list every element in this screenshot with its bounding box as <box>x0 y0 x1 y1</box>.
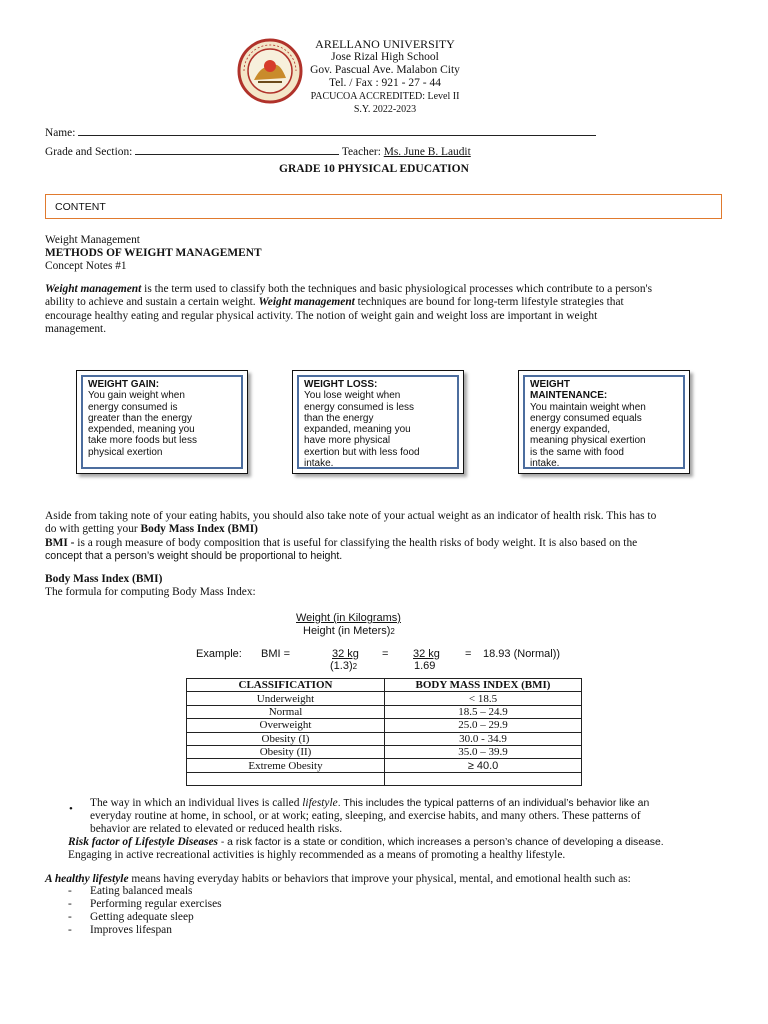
list-item: Performing regular exercises <box>90 898 222 910</box>
table-cell: < 18.5 <box>385 692 582 705</box>
term-weight-management: Weight management <box>258 296 355 309</box>
table-row <box>187 745 582 758</box>
bmi-classification-table <box>186 678 582 786</box>
header-classification: CLASSIFICATION <box>187 679 385 692</box>
table-cell: Normal <box>187 705 385 718</box>
name-row <box>45 125 596 139</box>
ex-den-text: (1.3) <box>330 660 353 672</box>
dash-marker: - <box>68 898 72 910</box>
school-name: Jose Rizal High School <box>331 51 439 63</box>
box-line: intake. <box>304 458 334 470</box>
example-denominator <box>330 660 357 672</box>
weight-maintenance-box <box>518 370 690 474</box>
box-line: is the same with food <box>530 446 624 458</box>
table-row <box>187 692 582 705</box>
para1-text: techniques are bound for long-term lifestyle strategies that <box>354 296 624 309</box>
section-heading: METHODS OF WEIGHT MANAGEMENT <box>45 246 262 259</box>
concept-notes: Concept Notes #1 <box>45 259 127 272</box>
box-line: meaning physical exertion <box>530 435 646 447</box>
list-item: Eating balanced meals <box>90 885 193 897</box>
box-line: energy expanded, <box>530 424 611 436</box>
para2-text: concept that a person’s weight should be proportional to height. <box>45 549 343 562</box>
bmi-term: Body Mass Index (BMI) <box>140 523 258 536</box>
para2-text: is a rough measure of body composition that is useful for classifying the health risks of body weight. It is also based on the <box>77 536 638 549</box>
weight-gain-box <box>76 370 248 474</box>
box-line: energy consumed is <box>88 401 178 413</box>
university-name: ARELLANO UNIVERSITY <box>315 37 455 51</box>
equals-sign: = <box>382 648 389 660</box>
formula-intro: The formula for computing Body Mass Index: <box>45 586 256 598</box>
box-title: WEIGHT <box>530 379 570 390</box>
table-cell: Underweight <box>187 692 385 705</box>
box-line: expended, meaning you <box>88 424 195 436</box>
bmi-heading: Body Mass Index (BMI) <box>45 573 163 585</box>
bmi-equals: BMI = <box>261 648 291 660</box>
recreation-line: Engaging in active recreational activities is highly recommended as a means of promoting a healthy lifestyle. <box>68 849 566 861</box>
teacher-label: Teacher: <box>341 146 381 158</box>
table-header-row <box>187 679 582 692</box>
box-line: energy consumed is less <box>304 401 415 413</box>
equals-sign: = <box>465 648 472 660</box>
box-line: take more foods but less <box>88 435 197 447</box>
risk-factor-line <box>68 836 664 848</box>
para2-text: Aside from taking note of your eating habits, you should also take note of your actual weight as an indicator of health risk. This has to <box>45 510 657 522</box>
para1-text: management. <box>45 322 107 335</box>
weight-loss-box <box>292 370 464 474</box>
example-label: Example: <box>196 648 242 660</box>
school-header <box>290 38 480 116</box>
accreditation: PACUCOA ACCREDITED: Level II <box>310 91 460 102</box>
table-cell: 30.0 - 34.9 <box>385 732 582 745</box>
box-line: have more physical <box>304 435 391 447</box>
school-address: Gov. Pascual Ave. Malabon City <box>310 64 460 76</box>
table-cell <box>187 772 385 785</box>
school-year: S.Y. 2022-2023 <box>353 104 417 115</box>
list-item: Improves lifespan <box>90 924 172 936</box>
intro-block <box>45 234 262 272</box>
grade-row <box>45 144 471 158</box>
dash-marker: - <box>68 924 72 936</box>
name-field[interactable] <box>78 125 596 136</box>
lifestyle-text: everyday routine at home, in school, or at work; eating, sleeping, and exercise habits, and many others. These patterns of <box>90 810 641 822</box>
example-result: 18.93 (Normal)) <box>483 648 561 660</box>
table-cell: ≥ 40.0 <box>385 759 582 772</box>
table-cell: 35.0 – 39.9 <box>385 745 582 758</box>
para1-text: is the term used to classify both the techniques and basic physiological processes which contribute to a person's <box>141 283 653 295</box>
table-cell: Overweight <box>187 719 385 732</box>
table-cell: 18.5 – 24.9 <box>385 705 582 718</box>
table-cell: Obesity (I) <box>187 732 385 745</box>
healthy-lifestyle-text: means having everyday habits or behaviors that improve your physical, mental, and emotional health such as: <box>128 873 631 885</box>
topic-text: Weight Management <box>45 234 140 246</box>
lifestyle-text: The way in which an individual lives is called <box>90 797 303 809</box>
table-cell: Extreme Obesity <box>187 759 385 772</box>
box-line: expanded, meaning you <box>304 424 411 436</box>
lifestyle-paragraph <box>90 797 730 836</box>
table-row <box>187 772 582 785</box>
table-cell <box>385 772 582 785</box>
content-section-box <box>45 194 722 219</box>
table-row <box>187 719 582 732</box>
para2-text: do with getting your <box>45 523 141 536</box>
risk-factor-text: - a risk factor is a state or condition, which increases a person’s chance of developing a disease. <box>217 837 664 848</box>
lifestyle-text: behavior are related to elevated or reduced health risks. <box>90 823 343 835</box>
example-denominator-2: 1.69 <box>414 660 436 672</box>
box-title: WEIGHT LOSS: <box>304 379 378 390</box>
box-line: intake. <box>530 458 560 470</box>
exponent: 2 <box>352 662 358 671</box>
denominator-text: Height (in Meters) <box>303 625 391 637</box>
table-cell: Obesity (II) <box>187 745 385 758</box>
lifestyle-text: . This includes the typical patterns of an individual’s behavior like an <box>337 798 650 809</box>
dash-marker: - <box>68 911 72 923</box>
content-label: CONTENT <box>55 201 106 213</box>
formula-denominator <box>303 625 395 637</box>
box-line: greater than the energy <box>88 412 192 424</box>
bmi-intro-paragraph <box>45 510 725 563</box>
table-row <box>187 732 582 745</box>
school-tel: Tel. / Fax : 921 - 27 - 44 <box>329 77 441 89</box>
lifestyle-term: lifestyle <box>302 797 338 809</box>
term-weight-management: Weight management <box>45 283 142 295</box>
exponent: 2 <box>390 627 395 636</box>
teacher-name: Ms. June B. Laudit <box>383 146 471 158</box>
weight-management-paragraph <box>45 283 725 336</box>
box-line: You lose weight when <box>304 390 401 402</box>
header-bmi: BODY MASS INDEX (BMI) <box>385 679 582 692</box>
grade-field[interactable] <box>135 144 339 155</box>
box-title: WEIGHT GAIN: <box>88 379 160 390</box>
para1-text: ability to achieve and sustain a certain weight. <box>45 296 259 309</box>
risk-factor-term: Risk factor of Lifestyle Diseases <box>68 836 218 848</box>
para1-text: encourage healthy eating and regular physical activity. The notion of weight gain and weight loss are important in weight <box>45 309 598 322</box>
table-row <box>187 759 582 772</box>
example-numerator-2: 32 kg <box>413 648 440 660</box>
healthy-lifestyle-line <box>45 873 631 885</box>
box-line: You gain weight when <box>88 390 185 402</box>
formula-numerator <box>296 612 401 624</box>
table-cell: 25.0 – 29.9 <box>385 719 582 732</box>
box-line: physical exertion <box>88 446 163 458</box>
box-line: You maintain weight when <box>530 401 646 413</box>
example-numerator: 32 kg <box>332 648 359 660</box>
dash-marker: - <box>68 885 72 897</box>
table-row <box>187 705 582 718</box>
bmi-label: BMI - <box>45 536 78 549</box>
list-item: Getting adequate sleep <box>90 911 194 923</box>
grade-label: Grade and Section: <box>45 146 133 158</box>
healthy-lifestyle-term: A healthy lifestyle <box>45 873 129 885</box>
numerator-text: Weight (in Kilograms) <box>296 612 401 624</box>
box-line: exertion but with less food <box>304 446 420 458</box>
box-line: energy consumed equals <box>530 412 642 424</box>
box-line: than the energy <box>304 412 374 424</box>
bullet-icon: • <box>69 803 73 815</box>
box-title: MAINTENANCE: <box>530 390 608 402</box>
name-label: Name: <box>45 127 76 139</box>
document-title: GRADE 10 PHYSICAL EDUCATION <box>279 163 469 175</box>
